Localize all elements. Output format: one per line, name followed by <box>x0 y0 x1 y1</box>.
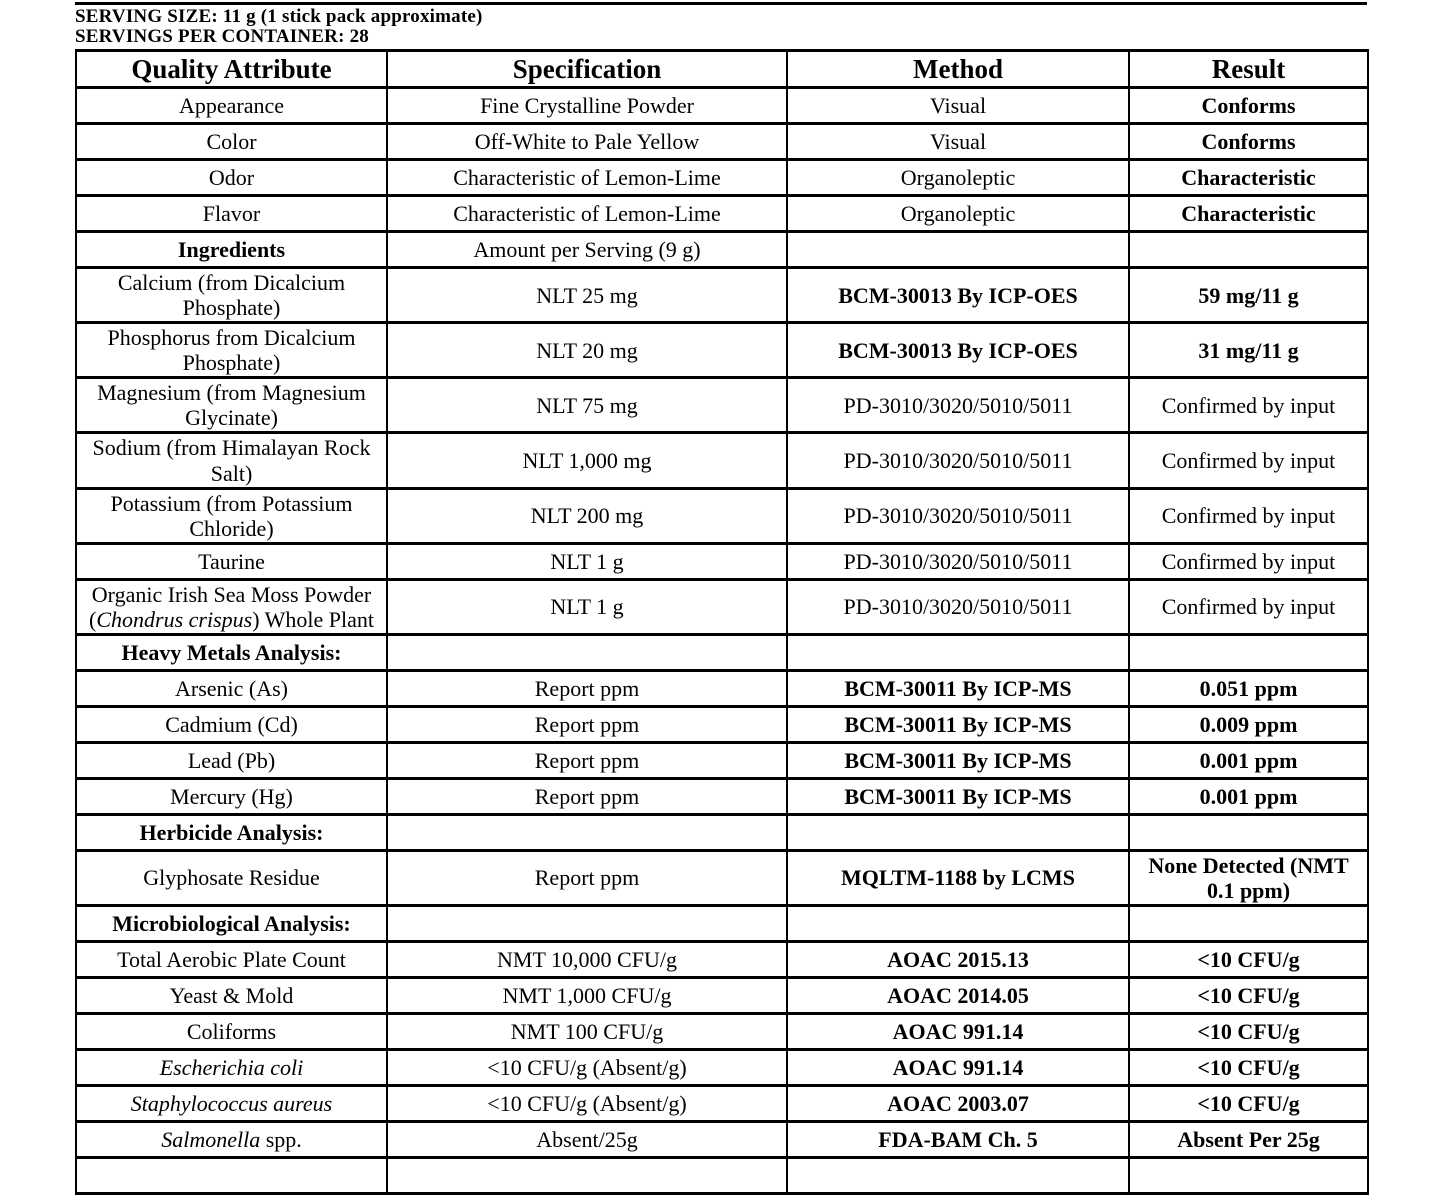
specification-cell: NLT 75 mg <box>387 378 787 433</box>
table-row <box>76 268 1368 323</box>
specification-cell: Off-White to Pale Yellow <box>387 124 787 160</box>
attribute-cell: Ingredients <box>76 232 387 268</box>
attribute-cell <box>76 1158 387 1194</box>
table-row <box>76 670 1368 706</box>
top-horizontal-rule <box>75 2 1367 5</box>
method-cell: Visual <box>787 124 1129 160</box>
result-cell: Absent Per 25g <box>1129 1122 1368 1158</box>
result-cell: <10 CFU/g <box>1129 942 1368 978</box>
result-cell <box>1129 906 1368 942</box>
specification-cell <box>387 634 787 670</box>
specification-cell: NLT 1,000 mg <box>387 433 787 488</box>
method-cell: AOAC 2015.13 <box>787 942 1129 978</box>
table-row <box>76 706 1368 742</box>
specification-cell <box>387 1158 787 1194</box>
attribute-cell: Taurine <box>76 543 387 579</box>
table-row <box>76 433 1368 488</box>
method-cell: PD-3010/3020/5010/5011 <box>787 378 1129 433</box>
method-cell: AOAC 2003.07 <box>787 1086 1129 1122</box>
method-cell <box>787 1158 1129 1194</box>
text-run: Salmonella <box>161 1127 261 1153</box>
result-cell: 31 mg/11 g <box>1129 323 1368 378</box>
attribute-cell: Flavor <box>76 196 387 232</box>
result-cell: Characteristic <box>1129 196 1368 232</box>
attribute-cell: Total Aerobic Plate Count <box>76 942 387 978</box>
specification-cell <box>387 906 787 942</box>
method-cell: BCM-30011 By ICP-MS <box>787 670 1129 706</box>
table-row <box>76 543 1368 579</box>
text-run: spp. <box>260 1127 302 1153</box>
method-cell: BCM-30013 By ICP-OES <box>787 323 1129 378</box>
table-row <box>76 978 1368 1014</box>
method-cell <box>787 634 1129 670</box>
attribute-cell: Appearance <box>76 88 387 124</box>
attribute-cell: Escherichia coli <box>76 1050 387 1086</box>
method-cell: FDA-BAM Ch. 5 <box>787 1122 1129 1158</box>
table-row <box>76 196 1368 232</box>
result-cell <box>1129 1158 1368 1194</box>
table-row <box>76 778 1368 814</box>
text-run: Staphylococcus aureus <box>130 1091 333 1117</box>
attribute-cell <box>76 1086 387 1122</box>
attribute-cell: Herbicide Analysis: <box>76 814 387 850</box>
method-cell: PD-3010/3020/5010/5011 <box>787 433 1129 488</box>
attribute-cell: Arsenic (As) <box>76 670 387 706</box>
method-cell: PD-3010/3020/5010/5011 <box>787 488 1129 543</box>
table-row <box>76 1158 1368 1194</box>
specification-cell: Amount per Serving (9 g) <box>387 232 787 268</box>
result-cell: 59 mg/11 g <box>1129 268 1368 323</box>
specification-cell: NLT 200 mg <box>387 488 787 543</box>
specification-cell: Report ppm <box>387 706 787 742</box>
specification-cell: Characteristic of Lemon-Lime <box>387 196 787 232</box>
specification-cell: NLT 1 g <box>387 543 787 579</box>
method-cell: AOAC 2014.05 <box>787 978 1129 1014</box>
table-body <box>76 88 1368 1194</box>
result-cell: Conforms <box>1129 124 1368 160</box>
attribute-cell: Calcium (from Dicalcium Phosphate) <box>76 268 387 323</box>
specification-cell: NMT 100 CFU/g <box>387 1014 787 1050</box>
method-cell: BCM-30011 By ICP-MS <box>787 706 1129 742</box>
text-run: ) Whole Plant <box>252 606 374 632</box>
specification-cell: NLT 20 mg <box>387 323 787 378</box>
table-header-row <box>76 51 1368 88</box>
result-cell: <10 CFU/g <box>1129 978 1368 1014</box>
attribute-cell: Yeast & Mold <box>76 978 387 1014</box>
attribute-cell <box>76 1122 387 1158</box>
table-row <box>76 323 1368 378</box>
attribute-cell: Sodium (from Himalayan Rock Salt) <box>76 433 387 488</box>
result-cell: <10 CFU/g <box>1129 1050 1368 1086</box>
serving-size-line: SERVING SIZE: 11 g (1 stick pack approximate) <box>75 6 483 27</box>
method-cell: PD-3010/3020/5010/5011 <box>787 543 1129 579</box>
table-row <box>76 1086 1368 1122</box>
result-cell: 0.001 ppm <box>1129 778 1368 814</box>
result-cell: 0.001 ppm <box>1129 742 1368 778</box>
attribute-cell: Heavy Metals Analysis: <box>76 634 387 670</box>
method-cell <box>787 906 1129 942</box>
method-cell <box>787 232 1129 268</box>
specification-cell: Report ppm <box>387 742 787 778</box>
table-row <box>76 906 1368 942</box>
method-cell: BCM-30013 By ICP-OES <box>787 268 1129 323</box>
column-header-specification: Specification <box>387 51 787 88</box>
specification-cell: Fine Crystalline Powder <box>387 88 787 124</box>
table-row <box>76 88 1368 124</box>
attribute-cell: Cadmium (Cd) <box>76 706 387 742</box>
serving-info-block <box>75 7 1367 47</box>
attribute-cell: Coliforms <box>76 1014 387 1050</box>
servings-per-container-line: SERVINGS PER CONTAINER: 28 <box>75 26 369 47</box>
specification-cell: <10 CFU/g (Absent/g) <box>387 1050 787 1086</box>
table-row <box>76 124 1368 160</box>
table-row <box>76 814 1368 850</box>
result-cell: 0.009 ppm <box>1129 706 1368 742</box>
table-row <box>76 1014 1368 1050</box>
specification-cell: Characteristic of Lemon-Lime <box>387 160 787 196</box>
specification-cell: Report ppm <box>387 850 787 905</box>
attribute-cell: Lead (Pb) <box>76 742 387 778</box>
result-cell: Confirmed by input <box>1129 378 1368 433</box>
attribute-cell: Odor <box>76 160 387 196</box>
result-cell: Confirmed by input <box>1129 579 1368 634</box>
quality-specification-table <box>75 49 1369 1195</box>
attribute-cell: Glyphosate Residue <box>76 850 387 905</box>
result-cell: Confirmed by input <box>1129 543 1368 579</box>
method-cell: Organoleptic <box>787 196 1129 232</box>
table-row <box>76 742 1368 778</box>
method-cell: MQLTM-1188 by LCMS <box>787 850 1129 905</box>
table-row <box>76 942 1368 978</box>
result-cell: Characteristic <box>1129 160 1368 196</box>
attribute-cell: Microbiological Analysis: <box>76 906 387 942</box>
specification-cell: Report ppm <box>387 778 787 814</box>
table-row <box>76 634 1368 670</box>
specification-cell: <10 CFU/g (Absent/g) <box>387 1086 787 1122</box>
table-header <box>76 51 1368 88</box>
result-cell: None Detected (NMT 0.1 ppm) <box>1129 850 1368 905</box>
document-content <box>75 2 1367 1195</box>
result-cell: Confirmed by input <box>1129 433 1368 488</box>
result-cell: Conforms <box>1129 88 1368 124</box>
attribute-cell <box>76 579 387 634</box>
specification-cell: Absent/25g <box>387 1122 787 1158</box>
table-row <box>76 1122 1368 1158</box>
method-cell: BCM-30011 By ICP-MS <box>787 778 1129 814</box>
table-row <box>76 1050 1368 1086</box>
specification-cell: NMT 1,000 CFU/g <box>387 978 787 1014</box>
method-cell: Visual <box>787 88 1129 124</box>
text-run: Organic Irish Sea Moss Powder ( <box>89 581 372 632</box>
result-cell: 0.051 ppm <box>1129 670 1368 706</box>
specification-cell: Report ppm <box>387 670 787 706</box>
method-cell: PD-3010/3020/5010/5011 <box>787 579 1129 634</box>
method-cell: Organoleptic <box>787 160 1129 196</box>
attribute-cell: Mercury (Hg) <box>76 778 387 814</box>
method-cell: AOAC 991.14 <box>787 1014 1129 1050</box>
table-row <box>76 488 1368 543</box>
table-row <box>76 378 1368 433</box>
method-cell: BCM-30011 By ICP-MS <box>787 742 1129 778</box>
result-cell: <10 CFU/g <box>1129 1014 1368 1050</box>
specification-cell <box>387 814 787 850</box>
result-cell <box>1129 814 1368 850</box>
table-row <box>76 850 1368 905</box>
specification-cell: NMT 10,000 CFU/g <box>387 942 787 978</box>
method-cell: AOAC 991.14 <box>787 1050 1129 1086</box>
attribute-cell: Magnesium (from Magnesium Glycinate) <box>76 378 387 433</box>
column-header-method: Method <box>787 51 1129 88</box>
attribute-cell: Phosphorus from Dicalcium Phosphate) <box>76 323 387 378</box>
result-cell: Confirmed by input <box>1129 488 1368 543</box>
column-header-quality-attribute: Quality Attribute <box>76 51 387 88</box>
table-row <box>76 160 1368 196</box>
attribute-cell: Color <box>76 124 387 160</box>
attribute-cell: Potassium (from Potassium Chloride) <box>76 488 387 543</box>
method-cell <box>787 814 1129 850</box>
column-header-result: Result <box>1129 51 1368 88</box>
text-run: Chondrus crispus <box>96 606 253 632</box>
table-row <box>76 579 1368 634</box>
result-cell: <10 CFU/g <box>1129 1086 1368 1122</box>
coa-document-page <box>0 2 1445 1153</box>
result-cell <box>1129 634 1368 670</box>
specification-cell: NLT 25 mg <box>387 268 787 323</box>
specification-cell: NLT 1 g <box>387 579 787 634</box>
result-cell <box>1129 232 1368 268</box>
table-row <box>76 232 1368 268</box>
